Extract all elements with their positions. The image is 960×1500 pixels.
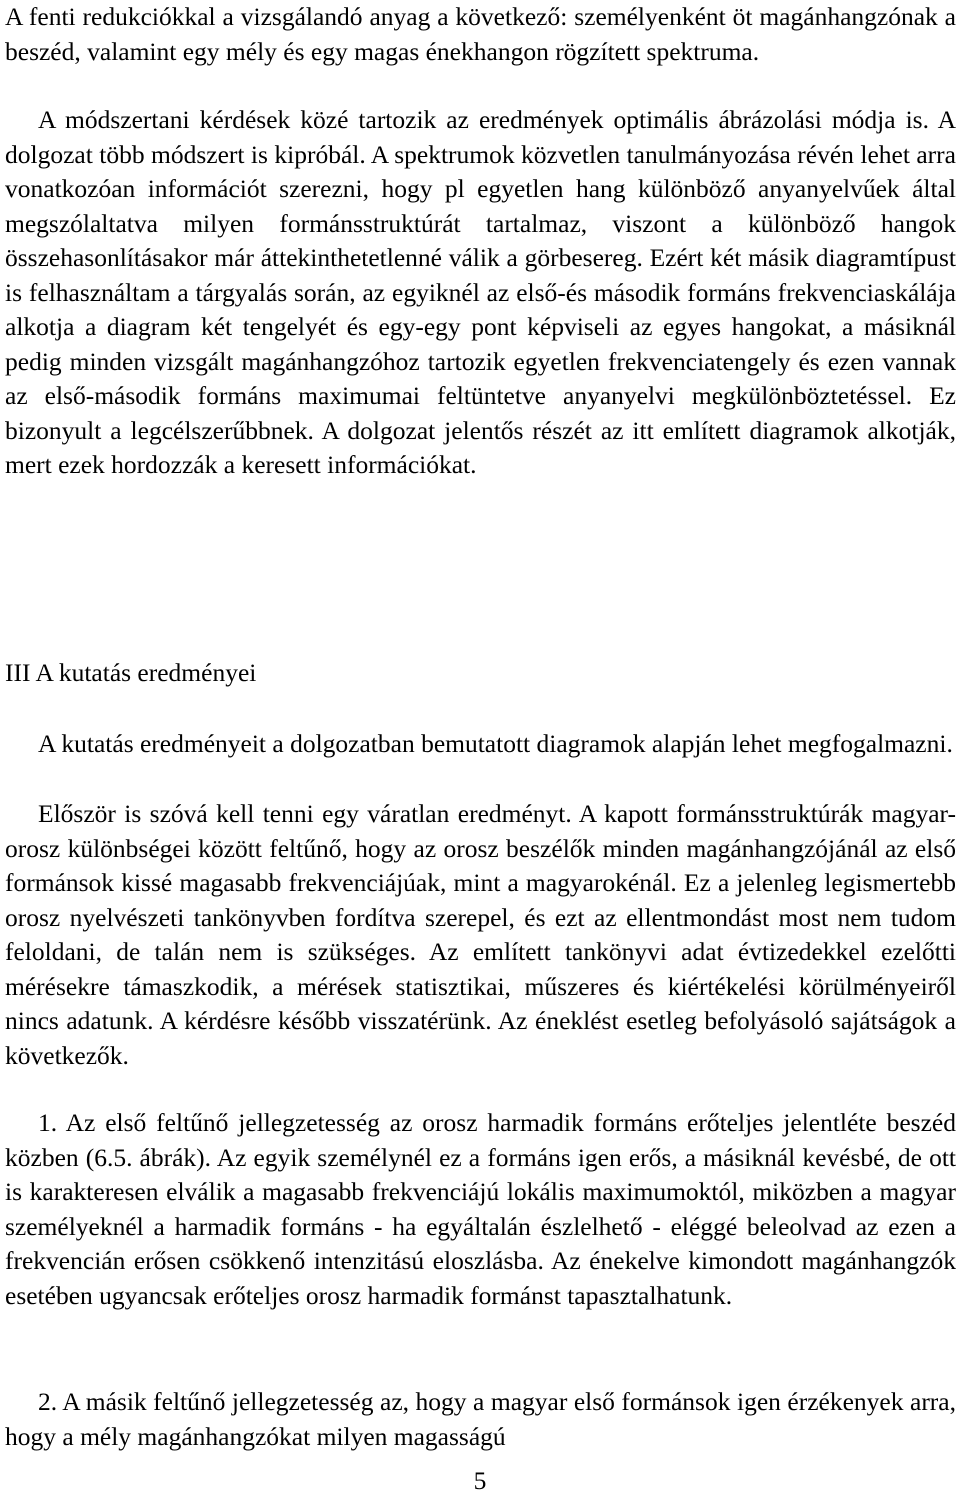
paragraph-unexpected-result: Először is szóvá kell tenni egy váratlan eredményt. A kapott formánsstruktúrák magyar-orosz különbségei között feltűnő, hogy az orosz beszélők minden magánhangzójánál az első formánsok kissé magasabb frekvenciájúak, mint a magyarokénál. Ez a jelenleg legismertebb orosz nyelvészeti tankönyvben fordítva szerepel, és ezt az ellentmondást most nem tudom feloldani, de talán nem is szükséges. Az említett tankönyvi adat évtizedekkel ezelőtti mérésekre támaszkodik, a mérések statisztikai, műszeres és kiértékelési körülményeiről nincs adatunk. A kérdésre később visszatérünk. Az éneklést esetleg befolyásoló sajátságok a következők. <box>5 799 956 1070</box>
paragraph-results-intro: A kutatás eredményeit a dolgozatban bemutatott diagramok alapján lehet megfogalmazni. <box>38 729 953 758</box>
section-heading-results: III A kutatás eredményei <box>5 658 257 687</box>
page-number: 5 <box>473 1466 487 1495</box>
paragraph-methodology: A módszertani kérdések közé tartozik az eredmények optimális ábrázolási módja is. A dolgozat több módszert is kipróbál. A spektrumok közvetlen tanulmányozása révén lehet arra vonatkozóan információt szerezni, hogy pl egyetlen hang különböző anyanyelvűek által megszólaltatva milyen formánsstruktúrát tartalmaz, viszont a különböző hangok összehasonlításakor már áttekinthetetlenné válik a görbesereg. Ezért két másik diagramtípust is felhasználtam a tárgyalás során, az egyiknél az első-és második formáns frekvenciaskálája alkotja a diagram két tengelyét és egy-egy pont képviseli az egyes hangokat, a másiknál pedig minden vizsgált magánhangzóhoz tartozik egyetlen frekvenciatengely és ezen vannak az első-második formáns maximumai feltüntetve anyanyelvi megkülönböztetéssel. Ez bizonyult a legcélszerűbbnek. A dolgozat jelentős részét az itt említett diagramok alkotják, mert ezek hordozzák a keresett információkat. <box>5 105 956 479</box>
paragraph-recorded-spectra: A fenti redukciókkal a vizsgálandó anyag a következő: személyenként öt magánhangzónak a beszéd, valamint egy mély és egy magas énekhangon rögzített spektruma. <box>5 2 956 66</box>
paragraph-point-1: 1. Az első feltűnő jellegzetesség az orosz harmadik formáns erőteljes jelentléte beszéd közben (6.5. ábrák). Az egyik személynél ez a formáns igen erős, a másiknál kevésbé, de ott is karakteresen elválik a magasabb frekvenciájú lokális maximumoktól, miközben a magyar személyeknél a harmadik formáns - ha egyáltalán észlelhető - eléggé beleolvad az ezen a frekvencián erősen csökkenő intenzitású eloszlásba. Az énekelve kimondott magánhangzók esetében ugyancsak erőteljes orosz harmadik formánst tapasztalhatunk. <box>5 1108 956 1310</box>
paragraph-point-2: 2. A másik feltűnő jellegzetesség az, hogy a magyar első formánsok igen érzékenyek arra, hogy a mély magánhangzókat milyen magasságú <box>5 1387 956 1451</box>
